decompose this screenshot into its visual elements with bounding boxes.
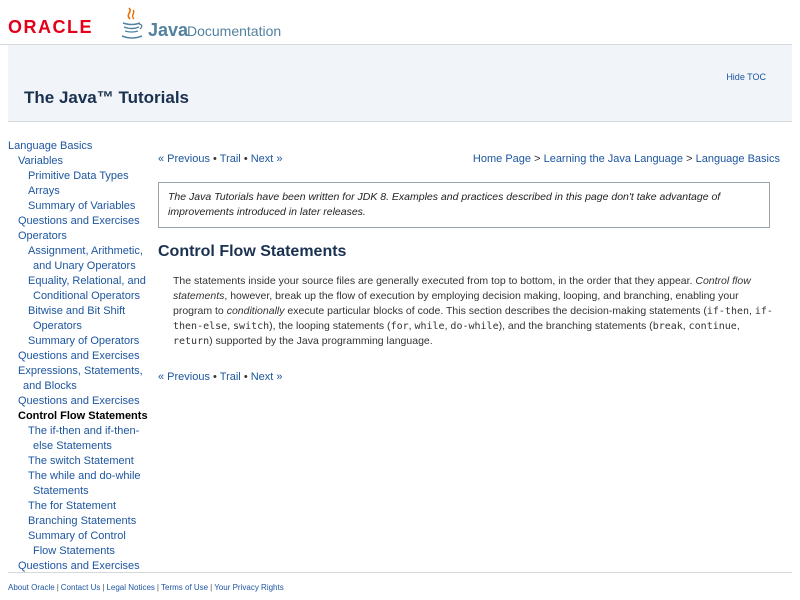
breadcrumb-learning[interactable]: Learning the Java Language [543, 153, 684, 165]
code-keyword: if-then-else [173, 306, 773, 332]
top-nav-row [158, 149, 784, 165]
intro-paragraph [173, 274, 778, 349]
toc-line: and Blocks [23, 380, 77, 392]
toc-questions-exercises-3[interactable]: Questions and Exercises [18, 395, 140, 407]
code-keyword: while [414, 321, 445, 332]
footer-legal-notices[interactable]: Legal Notices [106, 583, 155, 592]
toc-line: Conditional Operators [33, 290, 141, 302]
toc-line: and Unary Operators [33, 260, 136, 272]
toc-line: Expressions, Statements, [18, 365, 143, 377]
breadcrumb-language-basics[interactable]: Language Basics [695, 153, 780, 165]
next-link[interactable]: Next » [250, 153, 283, 165]
breadcrumb-separator: > [686, 153, 693, 165]
toc-primitive-data-types[interactable]: Primitive Data Types [28, 170, 129, 182]
toc-line: Assignment, Arithmetic, [28, 245, 143, 257]
text-run: ), the looping statements ( [269, 320, 391, 332]
toc-line: The if-then and if-then- [28, 425, 140, 437]
toc-line: Branching Statements [28, 515, 137, 527]
prev-trail-next-nav [158, 153, 283, 165]
toc-language-basics[interactable]: Language Basics [8, 140, 93, 152]
nav-bullet: • [243, 371, 248, 383]
toc-line: Flow Statements [33, 545, 115, 557]
section-title: Control Flow Statements [158, 243, 347, 260]
documentation-label: Documentation [187, 23, 282, 39]
jdk-notice: The Java Tutorials have been written for JDK 8. Examples and practices described in this page don't take advantage of improvements introduced in later releases. [158, 182, 770, 228]
toc-questions-exercises-1[interactable]: Questions and Exercises [18, 215, 140, 227]
toc-line: The for Statement [28, 500, 117, 512]
text-run: ) supported by the Java programming language. [209, 335, 433, 347]
footer-privacy-rights[interactable]: Your Privacy Rights [214, 583, 284, 592]
footer-contact-us[interactable]: Contact Us [60, 583, 101, 592]
page-title: The Java™ Tutorials [24, 88, 190, 107]
title-banner [8, 45, 792, 122]
bottom-nav [158, 371, 283, 383]
toc-line: Bitwise and Bit Shift [28, 305, 126, 317]
toc-line: Equality, Relational, and [28, 275, 146, 287]
toc-questions-exercises-2[interactable]: Questions and Exercises [18, 350, 140, 362]
code-keyword: switch [233, 321, 270, 332]
toc-control-flow-statements-current: Control Flow Statements [18, 410, 148, 422]
nav-bullet: • [213, 371, 217, 383]
code-keyword: for [390, 321, 409, 332]
footer-separator: | [102, 583, 105, 592]
text-run: ), and the branching statements ( [498, 320, 653, 332]
toc-line: The while and do-while [28, 470, 141, 482]
punctuation: , [736, 320, 740, 332]
code-keyword: continue [688, 321, 737, 332]
toc-expressions-statements-blocks[interactable] [0, 364, 148, 394]
trail-link[interactable]: Trail [219, 153, 241, 165]
previous-link-bottom[interactable]: « Previous [158, 371, 210, 383]
trail-link-bottom[interactable]: Trail [219, 371, 241, 383]
brand-bar [0, 0, 792, 45]
toc-summary-of-variables[interactable]: Summary of Variables [28, 200, 136, 212]
java-wordmark[interactable]: Java [148, 20, 189, 40]
breadcrumb-home[interactable]: Home Page [472, 153, 532, 165]
footer-separator: | [156, 583, 159, 592]
main-content [158, 149, 784, 383]
code-keyword: do-while [450, 321, 499, 332]
toc-assignment-arithmetic-unary[interactable] [0, 244, 148, 274]
footer-terms-of-use[interactable]: Terms of Use [161, 583, 209, 592]
toc-line: Summary of Control [28, 530, 126, 542]
toc-summary-of-operators[interactable]: Summary of Operators [28, 335, 140, 347]
toc-summary-control-flow[interactable] [0, 529, 148, 559]
breadcrumb-separator: > [534, 153, 541, 165]
toc-line: else Statements [33, 440, 112, 452]
code-keyword: break [652, 321, 683, 332]
punctuation: , [408, 320, 412, 332]
toc-variables[interactable]: Variables [18, 155, 64, 167]
toc-for-branching[interactable] [0, 499, 148, 529]
toc-bitwise-bit-shift[interactable] [0, 304, 148, 334]
toc-operators[interactable]: Operators [18, 230, 67, 242]
footer-separator: | [56, 583, 59, 592]
toc-questions-exercises-4[interactable]: Questions and Exercises [18, 560, 140, 572]
text-run: , however, break up the flow of execution by employing decision making, looping, and branching, enabling your program to [173, 290, 739, 317]
punctuation: , [227, 320, 231, 332]
previous-link[interactable]: « Previous [158, 153, 210, 165]
code-keyword: if-then [706, 306, 750, 317]
footer-separator: | [210, 583, 213, 592]
nav-bullet: • [213, 153, 217, 165]
text-run: execute particular blocks of code. This section describes the decision-making statements ( [287, 305, 707, 317]
emphasis-text: conditionally [226, 305, 285, 317]
breadcrumb [473, 153, 780, 165]
punctuation: , [749, 305, 752, 317]
oracle-logo[interactable]: ORACLE [8, 17, 93, 37]
emphasis-text: Control flow statements [173, 275, 751, 302]
punctuation: , [444, 320, 448, 332]
punctuation: , [682, 320, 686, 332]
toc-if-then-else[interactable] [0, 424, 148, 454]
nav-bullet: • [243, 153, 248, 165]
toc-line: Operators [33, 320, 82, 332]
toc-equality-relational-conditional[interactable] [0, 274, 148, 304]
java-cup-icon [119, 6, 145, 40]
text-run: The statements inside your source files are generally executed from top to bottom, in the order that they appear. [173, 275, 693, 287]
next-link-bottom[interactable]: Next » [250, 371, 283, 383]
footer-about-oracle[interactable]: About Oracle [8, 583, 55, 592]
toc-while-do-while[interactable] [0, 469, 148, 499]
toc-arrays[interactable]: Arrays [28, 185, 60, 197]
toc-switch-statement[interactable]: The switch Statement [28, 455, 134, 467]
footer [8, 572, 792, 592]
hide-toc-link[interactable]: Hide TOC [726, 72, 766, 82]
code-keyword: return [173, 336, 210, 347]
toc-line: Statements [33, 485, 89, 497]
toc-sidebar [0, 139, 148, 574]
